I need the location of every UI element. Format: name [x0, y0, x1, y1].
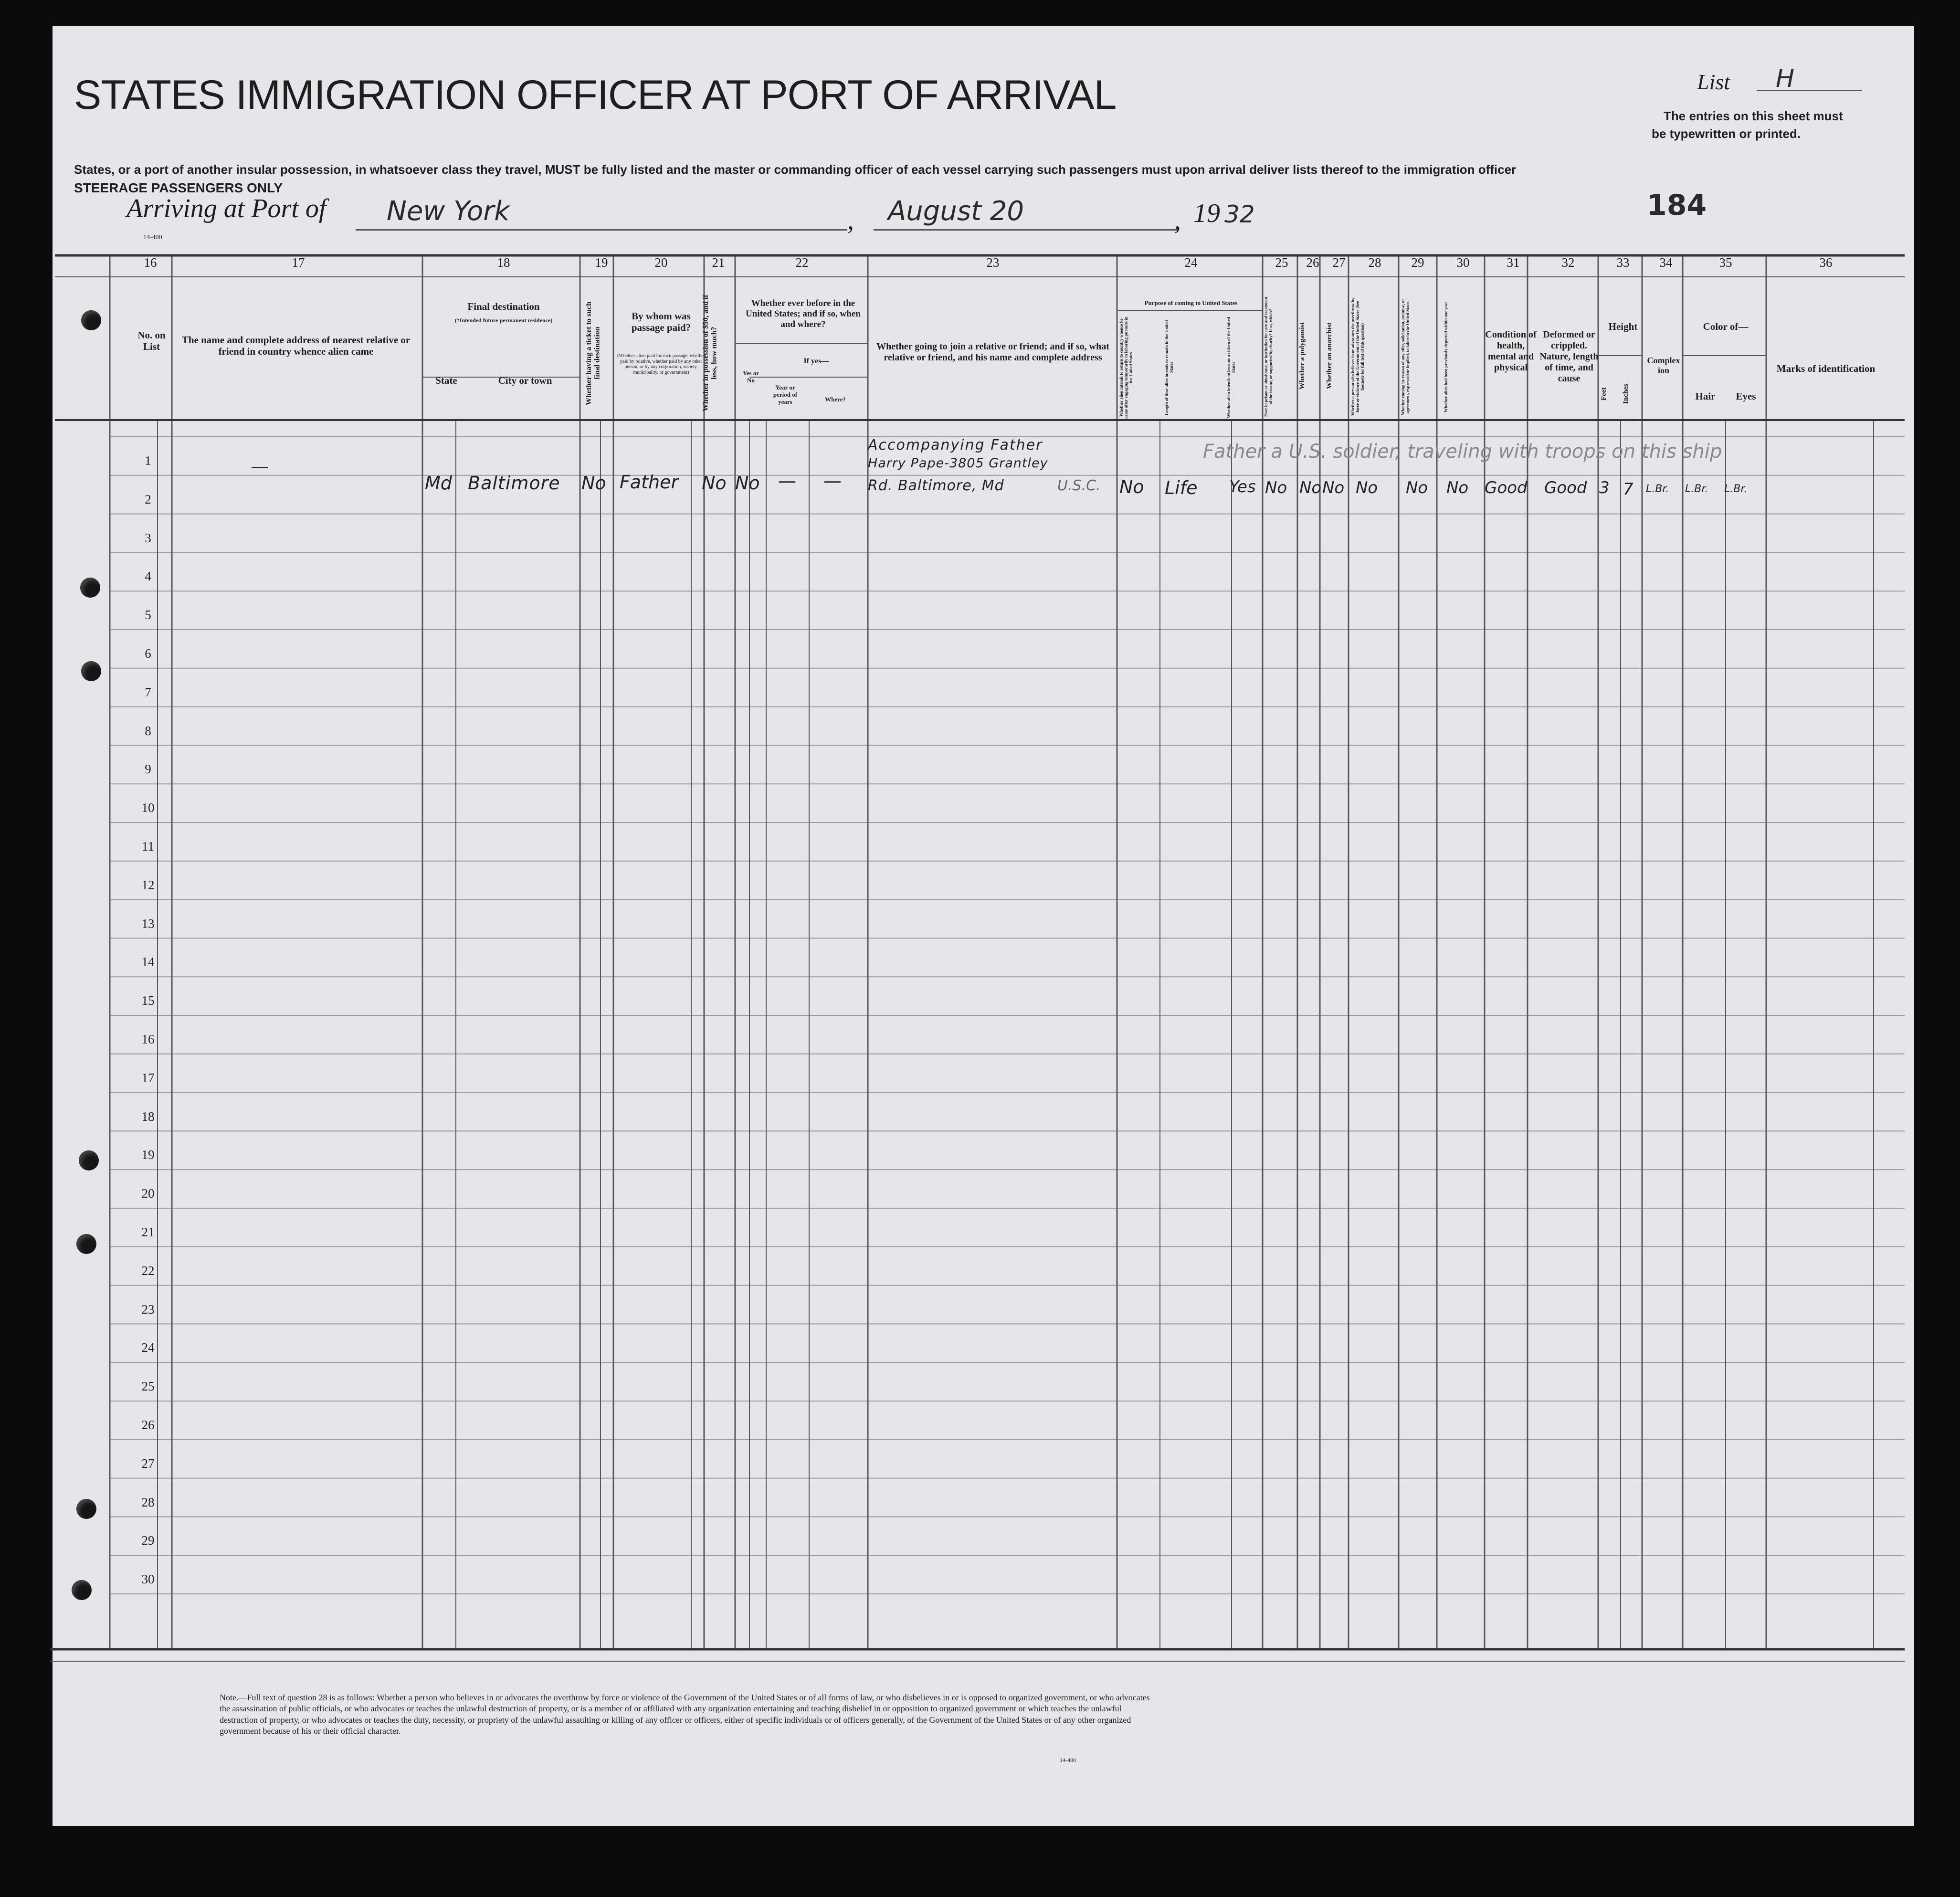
header-height: Height [1608, 321, 1638, 332]
row-number: 6 [145, 646, 151, 661]
year-value: 32 [1224, 200, 1255, 228]
col-number: 17 [292, 255, 305, 270]
row-number: 2 [145, 492, 151, 506]
row-number: 7 [145, 685, 151, 699]
entry-feet: 3 [1599, 478, 1610, 497]
header-yes-no: Yes or No [742, 369, 759, 384]
entry-before-year: — [778, 470, 796, 491]
header-complexion: Complexion [1647, 356, 1680, 375]
entry-before-yesno: No [735, 473, 760, 494]
header-prison: Ever in prison or almshouse, or institution for care and treatment of the insane, or supported by charity? If so, which? [1264, 296, 1273, 417]
row-number: 10 [141, 801, 155, 815]
col-number: 20 [654, 255, 668, 270]
col-number: 24 [1184, 255, 1198, 270]
header-final-destination: Final destination [467, 301, 540, 312]
entry-join-citizenship: U.S.C. [1057, 477, 1101, 494]
entry-ticket: No [581, 473, 606, 494]
row-number: 8 [145, 723, 151, 738]
entry-deported: No [1446, 478, 1469, 497]
row-number: 5 [145, 608, 151, 622]
date-value: August 20 [888, 196, 1024, 227]
header-purpose-length: Length of time alien intends to remain in the United States [1164, 320, 1174, 415]
col-number: 26 [1306, 255, 1319, 270]
header-year: Year or period of years [773, 384, 798, 405]
entry-purpose-length: Life [1165, 477, 1198, 498]
row-number: 9 [145, 762, 151, 777]
row-number: 22 [141, 1263, 155, 1278]
footnote-question-28: Note.—Full text of question 28 is as follows: Whether a person who believes in or advocates the overthrow by force or violence of the Government of the United States or of all forms of law, or who disbelieves in or is opposed to organized government, or who advocates the assassination of public officials, or who advocates or teaches the unlawful destruction of property, or is a member of or affiliated with any organization entertaining and teaching disbelief in or opposition to organized government or which teaches the unlawful destruction of property, or who advocates or teaches the duty, necessity, or propriety of the unlawful assaulting or killing of any officer or officers, either of specific individuals or of officers generally, of the Government of the United States or of any other organized government because of his or their official character. [220, 1693, 1150, 1736]
col-number: 29 [1411, 255, 1424, 270]
entry-has-50: No [702, 473, 727, 494]
row-number: 27 [141, 1456, 155, 1471]
col-number: 25 [1275, 255, 1288, 270]
header-where: Where? [825, 396, 846, 403]
row-number: 19 [141, 1148, 155, 1162]
entry-overthrow: No [1356, 478, 1378, 497]
header-inches: Inches [1622, 384, 1630, 404]
col-number: 18 [497, 255, 510, 270]
row-number: 20 [141, 1186, 155, 1201]
year-prefix: 19 [1193, 199, 1220, 228]
header-passage-paid-note: (Whether alien paid his own passage, whether paid by relative, whether paid by any other person, or by any corporation, society, municipality, or government) [617, 353, 706, 375]
header-feet: Feet [1600, 387, 1608, 400]
entry-purpose-return: No [1119, 476, 1144, 497]
header-deformed: Deformed or crippled. Nature, length of time, and cause [1539, 329, 1599, 384]
header-offer: Whether coming by reason of any offer, solicitation, promise, or agreement, expressed or implied, to labor in the United States [1401, 298, 1410, 415]
row-number: 1 [145, 453, 151, 468]
entry-join-line2: Harry Pape-3805 Grantley [868, 456, 1048, 471]
comma: , [1174, 206, 1181, 235]
header-overthrow: Whether a person who believes in or advocates the overthrow by force or violence of the Government of the United States (See footnote for full text of this question) [1350, 297, 1365, 416]
entry-deformed: Good [1544, 478, 1587, 497]
header-ticket: Whether having a ticket to such final destination [585, 301, 601, 405]
row-number: 3 [145, 530, 151, 545]
header-before-in-us: Whether ever before in the United States; and if so, when and where? [746, 298, 861, 329]
steerage-label: STEERAGE PASSENGERS ONLY [74, 180, 283, 195]
header-final-destination-note: (*Intended future permanent residence) [454, 317, 553, 324]
sheet-number: 184 [1647, 189, 1707, 222]
subtitle-line: States, or a port of another insular possession, in whatsoever class they travel, MUST be fully listed and the master or commanding officer of each vessel carrying such passengers must upon arrival deliver lists thereof to the immigration officer [74, 162, 1517, 177]
entry-prison: No [1265, 478, 1287, 497]
row-number: 4 [145, 569, 151, 584]
port-label: Arriving at Port of [126, 194, 327, 223]
row-number: 21 [141, 1225, 155, 1239]
footnote-form-code: 14-400 [1060, 1757, 1076, 1763]
row-number: 30 [141, 1572, 155, 1587]
entry-join-line1: Accompanying Father [868, 437, 1043, 453]
entry-state: Md [425, 473, 452, 494]
row-number: 25 [141, 1379, 155, 1394]
entry-offer: No [1406, 478, 1428, 497]
entry-city: Baltimore [468, 473, 560, 494]
list-label: List [1697, 70, 1730, 94]
row-number: 24 [141, 1340, 155, 1355]
entries-note: The entries on this sheet must [1664, 109, 1843, 123]
col-number: 27 [1332, 255, 1346, 270]
row-number: 16 [141, 1032, 155, 1046]
col-number: 16 [144, 255, 157, 270]
row-number: 12 [141, 877, 155, 892]
header-passage-paid: By whom was passage paid? [631, 310, 691, 334]
entry-join-line3: Rd. Baltimore, Md [868, 477, 1004, 494]
col-number: 23 [986, 255, 1000, 270]
entry-before-where: — [823, 470, 842, 491]
header-health: Condition of health, mental and physical [1485, 329, 1537, 373]
entry-eyes: L.Br. [1724, 483, 1748, 495]
col-number: 35 [1719, 255, 1732, 270]
col-number: 19 [595, 255, 608, 270]
entry-inches: 7 [1623, 480, 1633, 499]
header-color-of: Color of— [1703, 321, 1749, 332]
header-eyes: Eyes [1736, 390, 1756, 402]
col-number: 22 [795, 255, 809, 270]
entry-complexion: L.Br. [1646, 483, 1669, 495]
entries-note: be typewritten or printed. [1652, 126, 1801, 141]
entry-polygamist: No [1299, 478, 1322, 497]
page-title: STATES IMMIGRATION OFFICER AT PORT OF ARRIVAL [74, 72, 1117, 118]
col-number: 34 [1659, 255, 1673, 270]
row-number: 14 [141, 955, 155, 970]
header-polygamist: Whether a polygamist [1298, 322, 1306, 390]
header-if-yes: If yes— [803, 357, 829, 365]
form-code: 14-400 [143, 234, 162, 241]
col-number: 31 [1507, 255, 1520, 270]
row-number: 11 [142, 839, 154, 854]
header-join-relative: Whether going to join a relative or friend; and if so, what relative or friend, and his name and complete address [876, 341, 1109, 363]
header-state: State [435, 375, 457, 386]
header-anarchist: Whether an anarchist [1326, 322, 1333, 389]
header-nearest-relative: The name and complete address of nearest relative or friend in country whence alien came [181, 334, 411, 358]
row-number: 18 [141, 1109, 155, 1124]
entry-nearest-relative: — [251, 456, 269, 477]
col-number: 28 [1368, 255, 1381, 270]
row-number: 17 [141, 1070, 155, 1085]
entry-anarchist: No [1322, 478, 1345, 497]
header-purpose-citizen: Whether alien intends to become a citizen of the United States [1226, 316, 1236, 419]
entry-paid-by: Father [620, 472, 679, 493]
row-number: 23 [141, 1302, 155, 1317]
header-deported: Whether alien had been previously deported within one year [1444, 301, 1448, 412]
row-number: 26 [141, 1418, 155, 1432]
comma: , [847, 206, 854, 235]
port-value: New York [387, 196, 510, 227]
col-number: 32 [1561, 255, 1575, 270]
row-number: 29 [141, 1533, 155, 1548]
header-city: City or town [498, 375, 552, 386]
row-number: 13 [141, 916, 155, 931]
header-marks: Marks of identification [1776, 363, 1876, 374]
entry-purpose-citizen: Yes [1229, 477, 1256, 496]
entry-hair: L.Br. [1685, 483, 1708, 495]
row-number: 15 [141, 993, 155, 1008]
header-has-50: Whether in possession of $50, and if less, how much? [702, 295, 718, 412]
header-purpose-return: Whether alien intends to return to country whence he came after engaging temporarily in laboring pursuits in the United States [1119, 316, 1133, 419]
col-number: 33 [1616, 255, 1630, 270]
col-number: 21 [712, 255, 725, 270]
entry-remark: Father a U.S. soldier, traveling with troops on this ship [1203, 441, 1722, 463]
header-hair: Hair [1695, 390, 1716, 402]
list-value: H [1776, 64, 1795, 93]
header-purpose: Purpose of coming to United States [1144, 299, 1238, 306]
row-number: 28 [141, 1495, 155, 1509]
header-no-on-list: No. on List [137, 329, 166, 353]
col-number: 30 [1456, 255, 1470, 270]
col-number: 36 [1819, 255, 1833, 270]
entry-health: Good [1485, 478, 1528, 497]
